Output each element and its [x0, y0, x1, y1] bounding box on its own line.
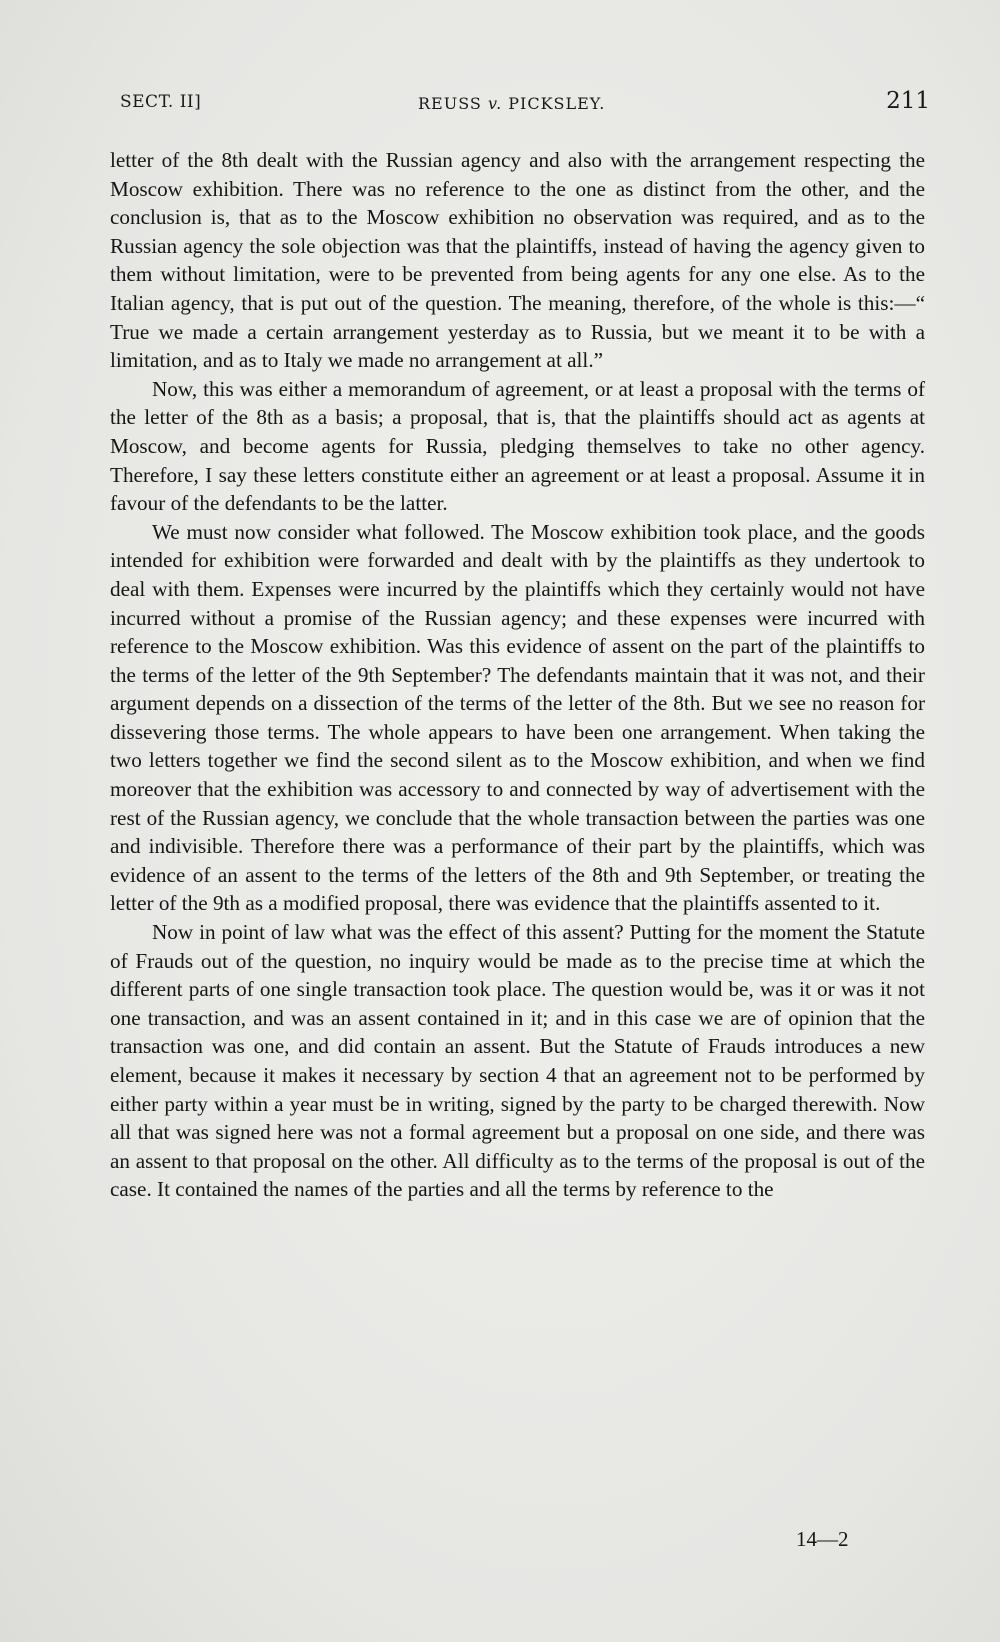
- paragraph: Now in point of law what was the effect of this assent? Putting for the moment the Statute of Frauds out of the question, no inquiry would be made as to the precise time at which the different parts of one single transaction took place. The question would be, was it or was it not one transaction, and was an assent contained in it; and in this case we are of opinion that the transaction was one, and did contain an assent. But the Statute of Frauds introduces a new element, because it makes it necessary by section 4 that an agreement not to be performed by either party within a year must be in writing, signed by the party to be charged therewith. Now all that was signed here was not a formal agreement but a proposal on one side, and there was an assent to that proposal on the other. All difficulty as to the terms of the proposal is out of the case. It contained the names of the parties and all the terms by reference to the: [110, 920, 925, 1202]
- paragraph: Now, this was either a memorandum of agreement, or at least a proposal with the terms of the letter of the 8th as a basis; a proposal, that is, that the plaintiffs should act as agents at Moscow, and become agents for Russia, pledging themselves to take no other agency. Therefore, I say these letters constitute either an agreement or at least a proposal. Assume it in favour of the defendants to be the latter.: [110, 376, 925, 516]
- running-title: REUSS v. PICKSLEY.: [418, 94, 606, 113]
- body-text: [110, 146, 925, 1204]
- section-label: SECT. II]: [120, 92, 202, 112]
- paragraph: We must now consider what followed. The Moscow exhibition took place, and the goods intended for exhibition were forwarded and dealt with by the plaintiffs as they undertook to deal with them. Expenses were incurred by the plaintiffs which they certainly would not have incurred without a promise of the Russian agency; and these expenses were incurred with reference to the Moscow exhibition. Was this evidence of assent on the part of the plaintiffs to the terms of the letter of the 9th September? The defendants maintain that it was not, and their argument depends on a dissection of the terms of the letter of the 8th. But we see no reason for dissevering those terms. The whole appears to have been one arrangement. When taking the two letters together we find the second silent as to the Moscow exhibition, and when we find moreover that the exhibition was accessory to and connected by way of advertisement with the rest of the Russian agency, we conclude that the whole transaction between the parties was one and indivisible. Therefore there was a performance of their part by the plaintiffs, which was evidence of an assent to the terms of the letters of the 8th and 9th September, or treating the letter of the 9th as a modified proposal, there was evidence that the plaintiffs assented to it.: [110, 519, 925, 916]
- running-header: [120, 84, 930, 124]
- paragraph-continued: letter of the 8th dealt with the Russian agency and also with the arrangement respecting the Moscow exhibition. There was no reference to the one as distinct from the other, and the conclusion is, that as to the Moscow exhibition no observation was required, and as to the Russian agency the sole objection was that the plaintiffs, instead of having the agency given to them without limitation, were to be prevented from being agents for any one else. As to the Italian agency, that is put out of the question. The meaning, therefore, of the whole is this:—“ True we made a certain arrangement yesterday as to Russia, but we meant it to be with a limitation, and as to Italy we made no arrangement at all.”: [110, 148, 925, 373]
- page-number: 211: [886, 88, 930, 114]
- signature-mark: 14—2: [796, 1527, 849, 1551]
